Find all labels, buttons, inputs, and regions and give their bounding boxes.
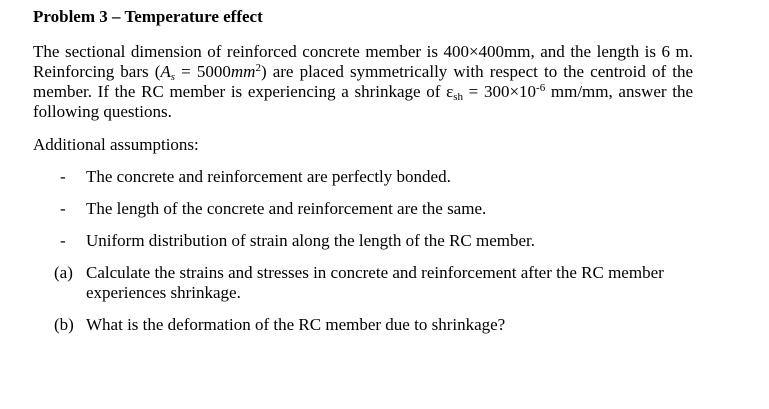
bullet-dash: -	[60, 231, 66, 250]
question-label: (b)	[54, 315, 74, 334]
as-subscript: s	[170, 71, 176, 83]
assumption-text: The concrete and reinforcement are perfectly bonded.	[86, 167, 451, 186]
assumption-text: The length of the concrete and reinforcement are the same.	[86, 199, 487, 218]
as-equals: = 5000	[175, 62, 231, 81]
question-text: What is the deformation of the RC member due to shrinkage?	[86, 315, 506, 334]
statement-part-4: mm/mm, answer the following questions.	[33, 82, 693, 121]
assumption-item	[33, 199, 733, 219]
question-label: (a)	[54, 263, 73, 282]
statement-part-3: = 300×10	[463, 82, 537, 101]
assumption-text: Uniform distribution of strain along the length of the RC member.	[86, 231, 536, 250]
statement-part-2: ) are placed symmetrically with respect to the centroid of the member. If the RC member is experiencing a shrinkage of ε	[33, 62, 694, 101]
as-unit: mm	[230, 62, 256, 81]
questions-list	[33, 263, 733, 335]
strain-exponent: -6	[536, 82, 546, 94]
assumptions-list	[33, 167, 733, 251]
assumptions-heading: Additional assumptions:	[33, 135, 199, 154]
problem-document	[33, 6, 733, 347]
problem-title: Problem 3 – Temperature effect	[33, 7, 263, 26]
question-text: Calculate the strains and stresses in concrete and reinforcement after the RC member experiences shrinkage.	[86, 263, 664, 302]
statement-part-1: The sectional dimension of reinforced concrete member is 400×400mm, and the length is 6 m. Reinforcing bars (	[33, 42, 693, 81]
bullet-dash: -	[60, 167, 66, 186]
assumption-item	[33, 167, 733, 187]
as-symbol: A	[160, 62, 171, 81]
problem-statement	[33, 42, 693, 122]
as-exponent: 2	[255, 62, 261, 74]
bullet-dash: -	[60, 199, 66, 218]
assumption-item	[33, 231, 733, 251]
question-item	[33, 263, 693, 303]
esh-subscript: sh	[453, 91, 464, 103]
question-item	[33, 315, 693, 335]
